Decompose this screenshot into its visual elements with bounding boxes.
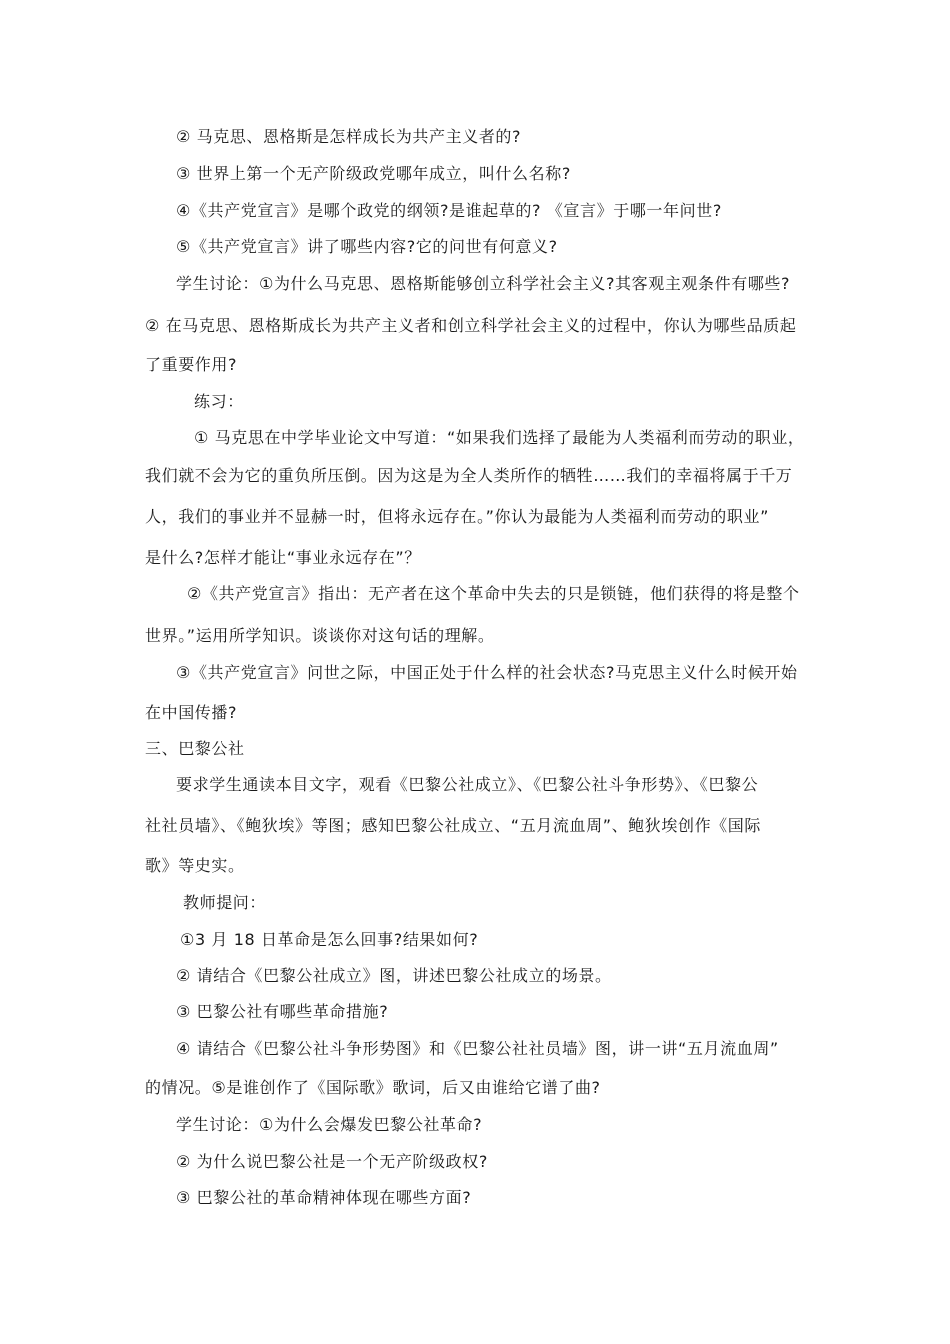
text-line: ③ 巴黎公社有哪些革命措施? xyxy=(176,1002,389,1021)
text-line: 教师提问： xyxy=(183,893,267,912)
text-line: 练习： xyxy=(194,392,244,411)
text-line: 了重要作用? xyxy=(145,355,238,374)
text-line: 的情况。⑤是谁创作了《国际歌》歌词，后又由谁给它谱了曲? xyxy=(145,1078,601,1097)
section-heading: 三、巴黎公社 xyxy=(145,739,245,758)
text-line: 世界。”运用所学知识。谈谈你对这句话的理解。 xyxy=(145,626,495,645)
text-line: 学生讨论：①为什么马克思、恩格斯能够创立科学社会主义?其客观主观条件有哪些? xyxy=(176,274,791,293)
text-line: ③ 巴黎公社的革命精神体现在哪些方面? xyxy=(176,1188,472,1207)
text-line: 歌》等史实。 xyxy=(145,856,245,875)
text-line: ③《共产党宣言》问世之际，中国正处于什么样的社会状态?马克思主义什么时候开始 xyxy=(176,663,798,682)
text-line: ② 在马克思、恩格斯成长为共产主义者和创立科学社会主义的过程中，你认为哪些品质起 xyxy=(145,316,797,335)
text-line: ④ 请结合《巴黎公社斗争形势图》和《巴黎公社社员墙》图，讲一讲“五月流血周” xyxy=(176,1039,779,1058)
text-line: ①3 月 18 日革命是怎么回事?结果如何? xyxy=(180,930,479,949)
text-line: ② 为什么说巴黎公社是一个无产阶级政权? xyxy=(176,1152,488,1171)
text-line: 学生讨论：①为什么会爆发巴黎公社革命? xyxy=(176,1115,483,1134)
text-line: ③ 世界上第一个无产阶级政党哪年成立，叫什么名称? xyxy=(176,164,571,183)
text-line: 人，我们的事业并不显赫一时，但将永远存在。”你认为最能为人类福利而劳动的职业” xyxy=(145,507,769,526)
text-line: ① 马克思在中学毕业论文中写道：“如果我们选择了最能为人类福利而劳动的职业， xyxy=(194,428,805,447)
text-line: ② 马克思、恩格斯是怎样成长为共产主义者的? xyxy=(176,127,522,146)
text-line: ② 请结合《巴黎公社成立》图，讲述巴黎公社成立的场景。 xyxy=(176,966,612,985)
text-line: ②《共产党宣言》指出：无产者在这个革命中失去的只是锁链，他们获得的将是整个 xyxy=(187,584,800,603)
text-line: 在中国传播? xyxy=(145,703,238,722)
text-line: 是什么?怎样才能让“事业永远存在”？ xyxy=(145,548,421,567)
text-line: ⑤《共产党宣言》讲了哪些内容?它的问世有何意义? xyxy=(176,237,558,256)
text-line: 社社员墙》、《鲍狄埃》等图；感知巴黎公社成立、“五月流血周”、鲍狄埃创作《国际 xyxy=(145,816,761,835)
text-line: ④《共产党宣言》是哪个政党的纲领?是谁起草的? 《宣言》于哪一年问世? xyxy=(176,201,722,220)
text-line: 我们就不会为它的重负所压倒。因为这是为全人类所作的牺牲……我们的幸福将属于千万 xyxy=(145,466,793,485)
text-line: 要求学生通读本目文字，观看《巴黎公社成立》、《巴黎公社斗争形势》、《巴黎公 xyxy=(176,775,759,794)
